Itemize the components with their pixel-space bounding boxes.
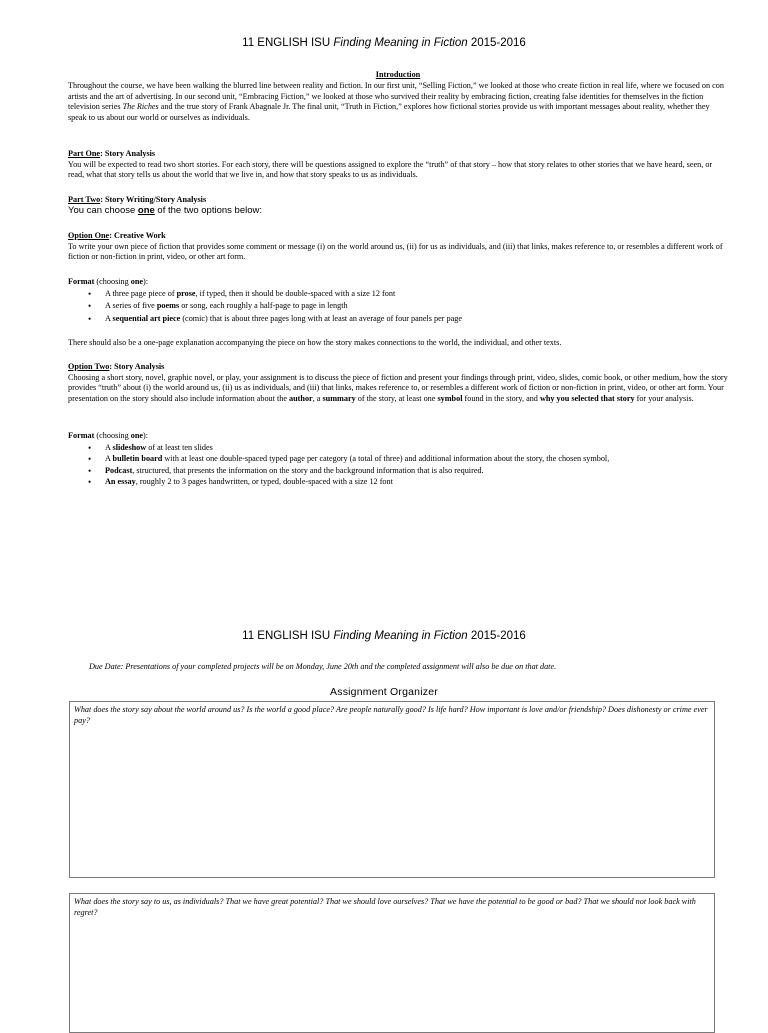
organizer-box-individuals[interactable]	[69, 893, 715, 1033]
organizer-box-world[interactable]	[69, 701, 715, 878]
organizer-question: What does the story say to us, as individuals? That we have great potential? That we should love ourselves? That we have the potential to be good or bad? That we should not look back with regret?	[74, 897, 696, 917]
format-list	[68, 289, 728, 325]
header-prefix: 11 ENGLISH ISU	[242, 630, 331, 642]
page-header-2	[0, 630, 768, 642]
option-one-format	[68, 277, 728, 324]
header-years: 2015-2016	[470, 630, 526, 642]
page-header	[0, 37, 768, 49]
option-one-note: There should also be a one-page explanation accompanying the piece on how the story makes connections to the world, the individual, and other texts.	[68, 338, 562, 347]
option-one-text: To write your own piece of fiction that provides some comment or message (i) on the world around us, (ii) for us as individuals, and (iii) that links, makes reference to, or resembles a different work of fiction or non-fiction in print, video, or other art form.	[68, 241, 723, 262]
list-item: • A three page piece of prose, if typed, then it should be double-spaced with a size 12 font	[68, 289, 728, 300]
organizer-question: What does the story say about the world around us? Is the world a good place? Are people naturally good? Is life hard? How important is love and/or friendship? Does dishonesty or crime ever pay?	[74, 705, 708, 725]
part-two-title: Part Two: Story Writing/Story Analysis	[68, 195, 207, 204]
option-one-title: Option One: Creative Work	[68, 231, 166, 240]
option-one-section	[68, 231, 728, 263]
header-years: 2015-2016	[470, 37, 526, 49]
header-prefix: 11 ENGLISH ISU	[242, 37, 331, 49]
intro-title: Introduction	[375, 70, 421, 79]
list-item: • An essay, roughly 2 to 3 pages handwritten, or typed, double-spaced with a size 12 font	[68, 477, 728, 488]
header-title: Finding Meaning in Fiction	[333, 630, 468, 642]
format-heading: Format (choosing one):	[68, 431, 149, 440]
option-two-format	[68, 431, 728, 488]
part-one-text: You will be expected to read two short stories. For each story, there will be questions assigned to explore the “truth” of that story – how that story relates to other stories that we have heard, seen, or read, what that story tells us about the world that we live in, and how that story speaks to us as individuals.	[68, 159, 713, 180]
list-item: • A slideshow of at least ten slides	[68, 443, 728, 454]
due-date: Due Date: Presentations of your completed projects will be on Monday, June 20th and the completed assignment will also be due on that date.	[89, 662, 557, 671]
header-title: Finding Meaning in Fiction	[333, 37, 468, 49]
option-two-text: Choosing a short story, novel, graphic novel, or play, your assignment is to discuss the piece of fiction and present your findings through print, video, slides, comic book, or other medium, how the story provides “truth” about (i) the world around us, (ii) us as individuals, and (iii) that links, makes reference to, or resembles a different work of fiction or non-fiction in print, video, or other art form. Your presentation on the story should also include information about the author, a summary of the story, at least one symbol found in the story, and why you selected that story for your analysis.	[68, 372, 728, 403]
list-item: • A bulletin board with at least one double-spaced typed page per category (a total of three) and additional information about the story, the chosen symbol,	[68, 454, 728, 465]
format-heading: Format (choosing one):	[68, 277, 149, 286]
organizer-title: Assignment Organizer	[330, 686, 438, 698]
list-item: • A series of five poems or song, each roughly a half-page to page in length	[68, 301, 728, 312]
list-item: • A sequential art piece (comic) that is about three pages long with at least an average of four panels per page	[68, 314, 728, 325]
format-list	[68, 443, 728, 488]
part-two-choose: You can choose one of the two options below:	[68, 204, 263, 216]
part-two-section	[68, 195, 728, 216]
part-one-title: Part One: Story Analysis	[68, 149, 156, 158]
option-two-section	[68, 362, 728, 404]
option-two-title: Option Two: Story Analysis	[68, 362, 165, 371]
part-one-section	[68, 149, 728, 181]
intro-paragraph: Throughout the course, we have been walking the blurred line between reality and fiction. In our first unit, “Selling Fiction,” we looked at those who create fiction in real life, where we focused on con artists and the art of advertising. In our second unit, “Embracing Fiction,” we looked at those who survived their reality by embracing fiction, creating false identities for themselves in the fiction television series The Riches and the true story of Frank Abagnale Jr. The final unit, “Truth in Fiction,” explores how fictional stories provide us with important messages about reality, whether they speak to us about our world or ourselves as individuals.	[68, 81, 724, 122]
list-item: • Podcast, structured, that presents the information on the story and the background information that is also required.	[68, 466, 728, 477]
intro-section	[68, 81, 728, 123]
